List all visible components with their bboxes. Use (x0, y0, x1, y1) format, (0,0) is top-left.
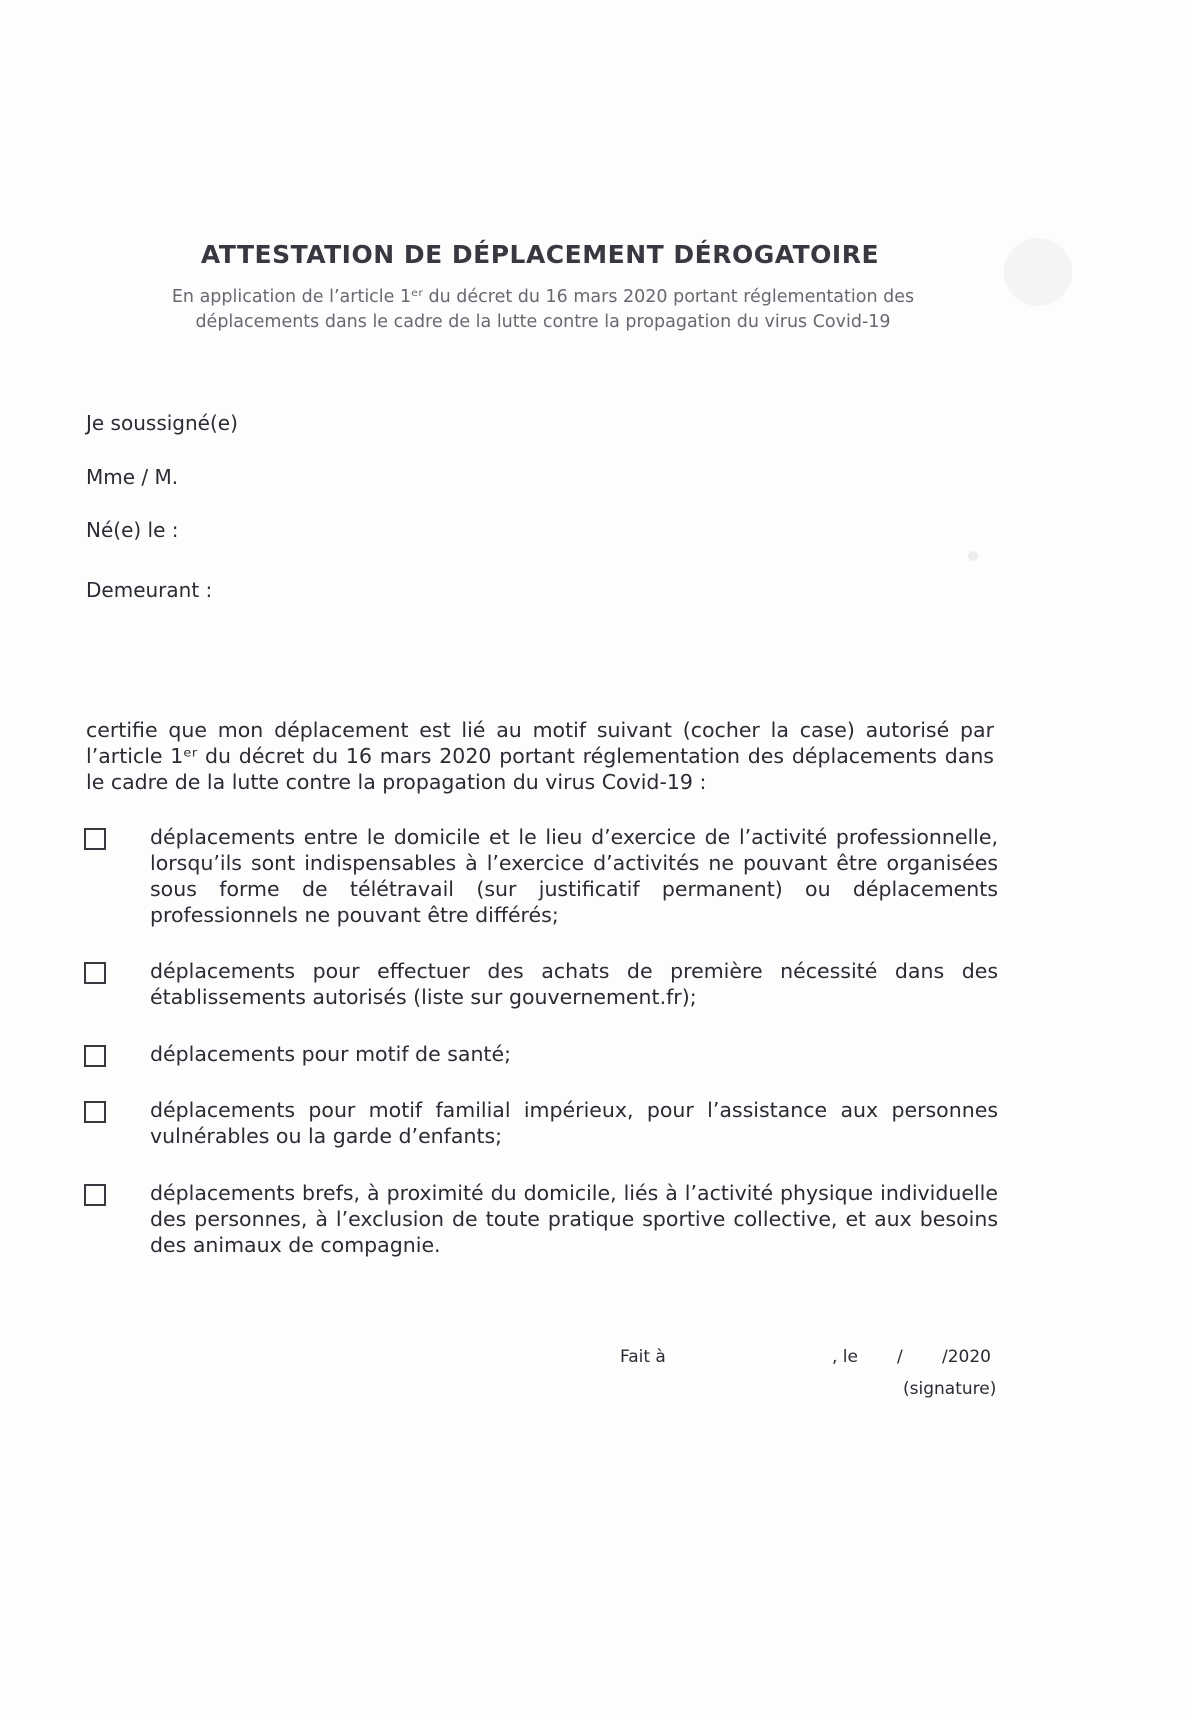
reason-text-exercise (150, 1180, 998, 1258)
certify-paragraph (86, 717, 994, 795)
reason-line: établissements autorisés (liste sur gouvernement.fr); (150, 985, 697, 1009)
date-separator: / (897, 1347, 903, 1367)
scan-speck (968, 551, 978, 561)
made-at-label: Fait à (620, 1347, 666, 1367)
address-label: Demeurant : (86, 578, 213, 602)
reason-checkbox-shopping[interactable] (84, 962, 106, 984)
reason-line: déplacements pour motif de santé; (150, 1042, 511, 1066)
reason-line: déplacements brefs, à proximité du domicile, liés à l’activité physique individuelle (150, 1181, 998, 1205)
reason-line: lorsqu’ils sont indispensables à l’exercice d’activités ne pouvant être organisées (150, 851, 998, 875)
reason-text-health (150, 1041, 998, 1067)
document-title: ATTESTATION DE DÉPLACEMENT DÉROGATOIRE (200, 240, 880, 269)
reason-line: déplacements entre le domicile et le lieu d’exercice de l’activité professionnelle, (150, 825, 998, 849)
reason-text-family (150, 1097, 998, 1149)
reason-checkbox-family[interactable] (84, 1101, 106, 1123)
birth-date-label: Né(e) le : (86, 518, 179, 542)
date-prefix-label: , le (832, 1347, 858, 1367)
reason-line: vulnérables ou la garde d’enfants; (150, 1124, 503, 1148)
reason-line: professionnels ne pouvant être différés; (150, 903, 559, 927)
date-year: /2020 (942, 1347, 991, 1367)
reason-text-shopping (150, 958, 998, 1010)
reason-line: des personnes, à l’exclusion de toute pratique sportive collective, et aux besoins (150, 1207, 998, 1231)
reason-checkbox-health[interactable] (84, 1045, 106, 1067)
reason-line: déplacements pour motif familial impérieux, pour l’assistance aux personnes (150, 1098, 998, 1122)
reason-line: des animaux de compagnie. (150, 1233, 441, 1257)
name-label: Mme / M. (86, 465, 179, 489)
certify-line: certifie que mon déplacement est lié au motif suivant (cocher la case) autorisé par (86, 718, 994, 742)
document-subtitle-line: En application de l’article 1ᵉʳ du décret du 16 mars 2020 portant réglementation des (171, 287, 915, 307)
document-subtitle-line: déplacements dans le cadre de la lutte contre la propagation du virus Covid-19 (195, 312, 891, 332)
signature-label: (signature) (903, 1379, 997, 1399)
reason-text-work (150, 824, 998, 928)
undersigned-label: Je soussigné(e) (86, 411, 238, 435)
certify-line: le cadre de la lutte contre la propagation du virus Covid-19 : (86, 770, 707, 794)
reason-line: sous forme de télétravail (sur justificatif permanent) ou déplacements (150, 877, 998, 901)
reason-checkbox-work[interactable] (84, 828, 106, 850)
certify-line: l’article 1ᵉʳ du décret du 16 mars 2020 portant réglementation des déplacements dans (86, 744, 994, 768)
reason-line: déplacements pour effectuer des achats de première nécessité dans des (150, 959, 998, 983)
reason-checkbox-exercise[interactable] (84, 1184, 106, 1206)
